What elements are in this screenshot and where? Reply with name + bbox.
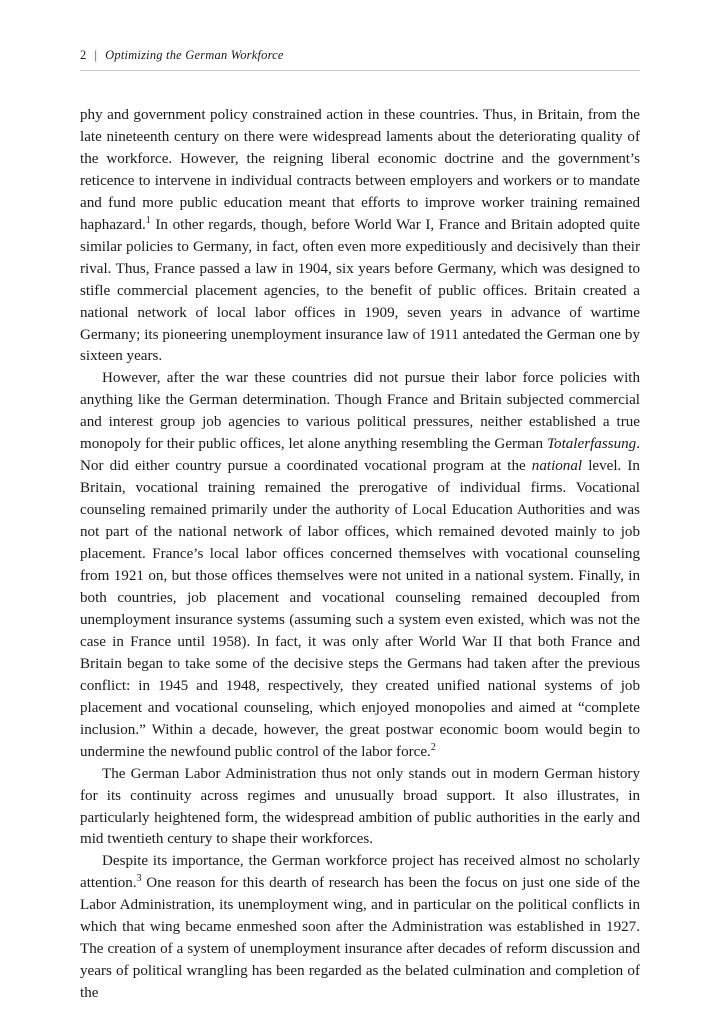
page-number: 2 [80,48,87,62]
paragraph [80,764,640,852]
text-run: Despite its importance, the German workforce project has received almost no scholarly attention. [80,853,640,892]
running-head [80,48,640,71]
emphasis-term: national [531,458,583,475]
paragraph [80,105,640,368]
running-head-title: Optimizing the German Workforce [105,48,284,62]
footnote-marker: 3 [136,873,142,885]
paragraph [80,851,640,1005]
paragraph [80,368,640,763]
footnote-marker: 2 [430,741,436,753]
emphasis-term: Totalerfassung [547,436,637,453]
running-head-separator: | [94,48,98,62]
text-run: One reason for this dearth of research has been the focus on just one side of the Labor Administration, its unemployment wing, and in particular on the political conflicts in which that wing became enmeshed soon after the Administration was established in 1927. The creation of a system of unemployment insurance after decades of reform discussion and years of political wrangling has been regarded as the belated culmination and completion of the [80,875,640,1002]
text-run: However, after the war these countries did not pursue their labor force policies with anything like the German determination. Though France and Britain subjected commercial and interest group job agencies to various political pressures, neither established a true monopoly for their public offices, let alone anything resembling the German [80,370,640,453]
text-run: . Nor did either country pursue a coordinated vocational program at the [80,436,640,475]
text-run: level. In Britain, vocational training remained the prerogative of individual firms. Vocational counseling remained primarily under the authority of Local Education Authorities and was not part of the national network of labor offices, which remained devoted mainly to job placement. France’s local labor offices concerned themselves with vocational counseling from 1921 on, but those offices themselves were not united in a national system. Finally, in both countries, job placement and vocational counseling remained decoupled from unemployment insurance systems (assuming such a system even existed, which was not the case in France until 1958). In fact, it was only after World War II that both France and Britain began to take some of the decisive steps the Germans had taken after the previous conflict: in 1945 and 1948, respectively, they created unified national systems of job placement and vocational counseling, which enjoyed monopolies and aimed at “complete inclusion.” Within a decade, however, the great postwar economic boom would begin to undermine the newfound public control of the labor force. [80,458,640,760]
footnote-marker: 1 [145,214,151,226]
text-run: In other regards, though, before World War I, France and Britain adopted quite similar policies to Germany, in fact, often even more expeditiously and decisively than their rival. Thus, France passed a law in 1904, six years before Germany, which was designed to stifle commercial placement agencies, to the benefit of public offices. Britain created a national network of local labor offices in 1909, seven years in advance of wartime Germany; its pioneering unemployment insurance law of 1911 antedated the German one by sixteen years. [80,216,640,365]
body-text [80,105,640,1005]
text-run: phy and government policy constrained action in these countries. Thus, in Britain, from the late nineteenth century on there were widespread laments about the deteriorating quality of the workforce. However, the reigning liberal economic doctrine and the government’s reticence to intervene in individual contracts between employers and workers or to mandate and fund more public education meant that efforts to improve worker training remained haphazard. [80,107,640,233]
text-run: The German Labor Administration thus not only stands out in modern German history for its continuity across regimes and unusually broad support. It also illustrates, in particularly heightened form, the widespread ambition of public authorities in the early and mid twentieth century to shape their workforces. [80,765,640,848]
